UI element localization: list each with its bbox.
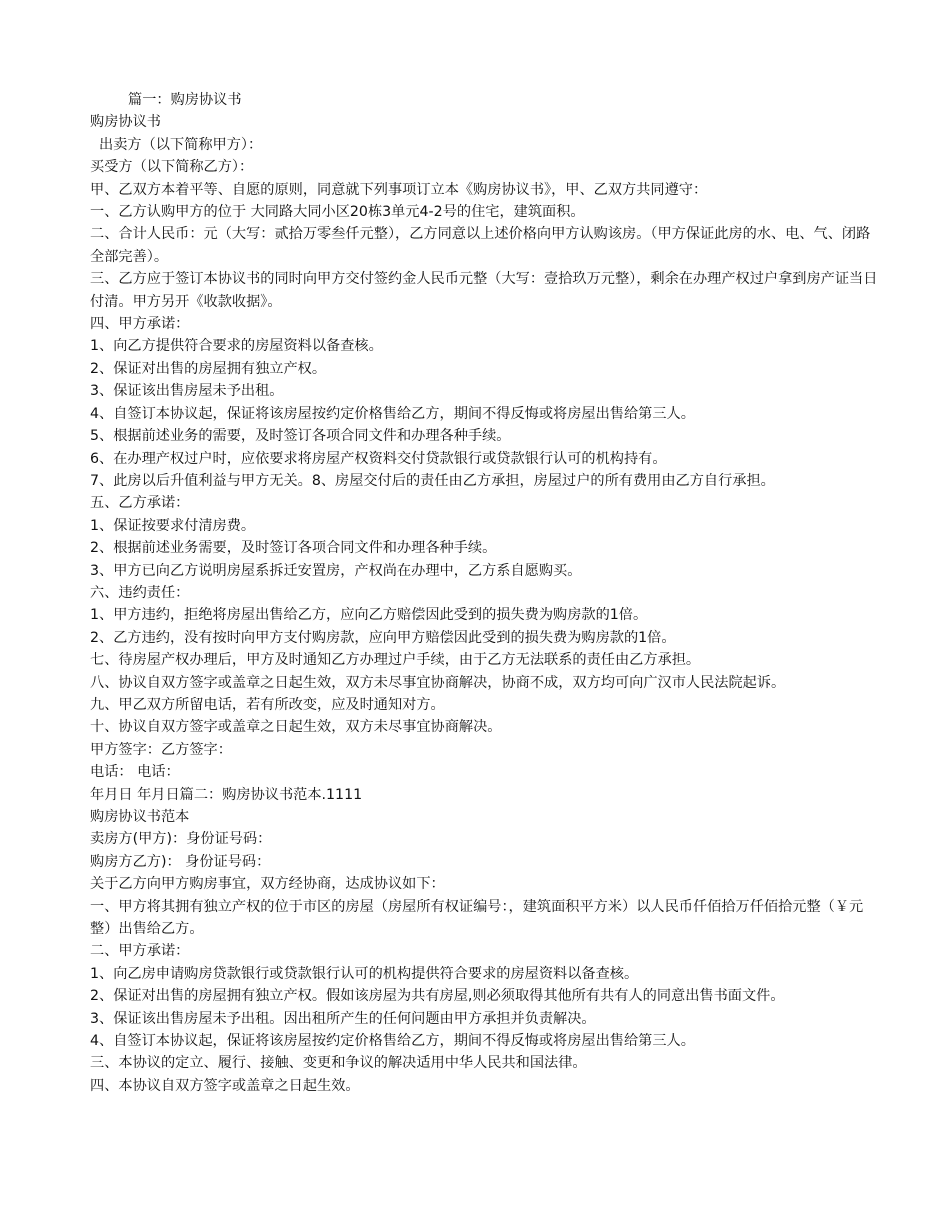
template-clause-1: 一、甲方将其拥有独立产权的位于市区的房屋（房屋所有权证编号：，建筑面积平方米）以人民币仟佰拾万仟佰拾元整（￥元整）出售给乙方。 xyxy=(90,898,864,938)
seller-promise-6: 6、在办理产权过户时，应依要求将房屋产权资料交付贷款银行或贷款银行认可的机构持有。 xyxy=(90,450,667,467)
preamble: 甲、乙双方本着平等、自愿的原则，同意就下列事项订立本《购房协议书》，甲、乙双方共同遵守： xyxy=(90,181,708,198)
template-heading: 购房协议书范本 xyxy=(90,809,190,825)
clause-2: 二、合计人民币：元（大写：贰拾万零叁仟元整），乙方同意以上述价格向甲方认购该房。（甲方保证此房的水、电、气、闭路全部完善）。 xyxy=(90,226,871,265)
clause-8: 八、协议自双方签字或盖章之日起生效，双方未尽事宜协商解决，协商不成，双方均可向广汉市人民法院起诉。 xyxy=(90,674,786,691)
template-promise-1: 1、向乙房申请购房贷款银行或贷款银行认可的机构提供符合要求的房屋资料以备查核。 xyxy=(90,965,639,982)
seller-promise-1: 1、向乙方提供符合要求的房屋资料以备查核。 xyxy=(90,338,383,355)
document-heading: 购房协议书 xyxy=(90,114,161,131)
template-preamble: 关于乙方向甲方购房事宜，双方经协商，达成协议如下： xyxy=(90,876,445,893)
seller-line: 出卖方（以下简称甲方）： xyxy=(99,136,263,153)
document-body xyxy=(90,89,880,1097)
template-promise-3: 3、保证该出售房屋未予出租。因出租所产生的任何问题由甲方承担并负责解决。 xyxy=(90,1010,596,1027)
buyer-promise-2: 2、根据前述业务需要，及时签订各项合同文件和办理各种手续。 xyxy=(90,540,497,557)
clause-9: 九、甲乙双方所留电话，若有所改变，应及时通知对方。 xyxy=(90,696,445,713)
phone-line: 电话： 电话： xyxy=(90,764,180,781)
template-clause-2-heading: 二、甲方承诺： xyxy=(90,943,190,960)
breach-1: 1、甲方违约，拒绝将房屋出售给乙方，应向乙方赔偿因此受到的损失费为购房款的1倍。 xyxy=(90,607,648,624)
template-promise-4: 4、自签订本协议起，保证将该房屋按约定价格售给乙方，期间不得反悔或将房屋出售给第三人。 xyxy=(90,1033,695,1050)
clause-4-heading: 四、甲方承诺： xyxy=(90,316,190,333)
buyer-line: 买受方（以下简称乙方）： xyxy=(90,159,254,176)
buyer-promise-3: 3、甲方已向乙方说明房屋系拆迁安置房，产权尚在办理中，乙方系自愿购买。 xyxy=(90,562,582,579)
buyer-promise-1: 1、保证按要求付清房费。 xyxy=(90,517,256,534)
seller-promise-7-8: 7、此房以后升值利益与甲方无关。8、房屋交付后的责任由乙方承担，房屋过户的所有费用由乙方自行承担。 xyxy=(90,472,775,489)
clause-7: 七、待房屋产权办理后，甲方及时通知乙方办理过户手续，由于乙方无法联系的责任由乙方承担。 xyxy=(90,652,701,669)
date-line: 年月日 年月日篇二：购房协议书范本.1111 xyxy=(90,786,363,803)
template-promise-2: 2、保证对出售的房屋拥有独立产权。假如该房屋为共有房屋,则必须取得其他所有共有人的同意出售书面文件。 xyxy=(90,988,785,1005)
breach-2: 2、乙方违约，没有按时向甲方支付购房款，应向甲方赔偿因此受到的损失费为购房款的1倍。 xyxy=(90,629,676,646)
seller-promise-5: 5、根据前述业务的需要，及时签订各项合同文件和办理各种手续。 xyxy=(90,428,511,445)
seller-promise-3: 3、保证该出售房屋未予出租。 xyxy=(90,383,284,400)
clause-10: 十、协议自双方签字或盖章之日起生效，双方未尽事宜协商解决。 xyxy=(90,719,502,736)
clause-3: 三、乙方应于签订本协议书的同时向甲方交付签约金人民币元整（大写：壹拾玖万元整），剩余在办理产权过户拿到房产证当日付清。甲方另开《收款收据》。 xyxy=(90,271,878,310)
signature-line: 甲方签字：乙方签字： xyxy=(90,741,232,758)
template-buyer-line: 购房方乙方)： 身份证号码： xyxy=(90,853,271,870)
template-seller-line: 卖房方(甲方)：身份证号码： xyxy=(90,831,272,848)
clause-6-heading: 六、违约责任： xyxy=(90,584,190,601)
section-title: 篇一：购房协议书 xyxy=(128,92,242,108)
clause-1: 一、乙方认购甲方的位于 大同路大同小区20栋3单元4-2号的住宅，建筑面积。 xyxy=(90,204,585,221)
template-clause-3: 三、本协议的定立、履行、接触、变更和争议的解决适用中华人民共和国法律。 xyxy=(90,1055,587,1072)
clause-5-heading: 五、乙方承诺： xyxy=(90,495,190,512)
seller-promise-4: 4、自签订本协议起，保证将该房屋按约定价格售给乙方，期间不得反悔或将房屋出售给第三人。 xyxy=(90,405,695,422)
template-clause-4: 四、本协议自双方签字或盖章之日起生效。 xyxy=(90,1077,360,1094)
seller-promise-2: 2、保证对出售的房屋拥有独立产权。 xyxy=(90,360,327,377)
